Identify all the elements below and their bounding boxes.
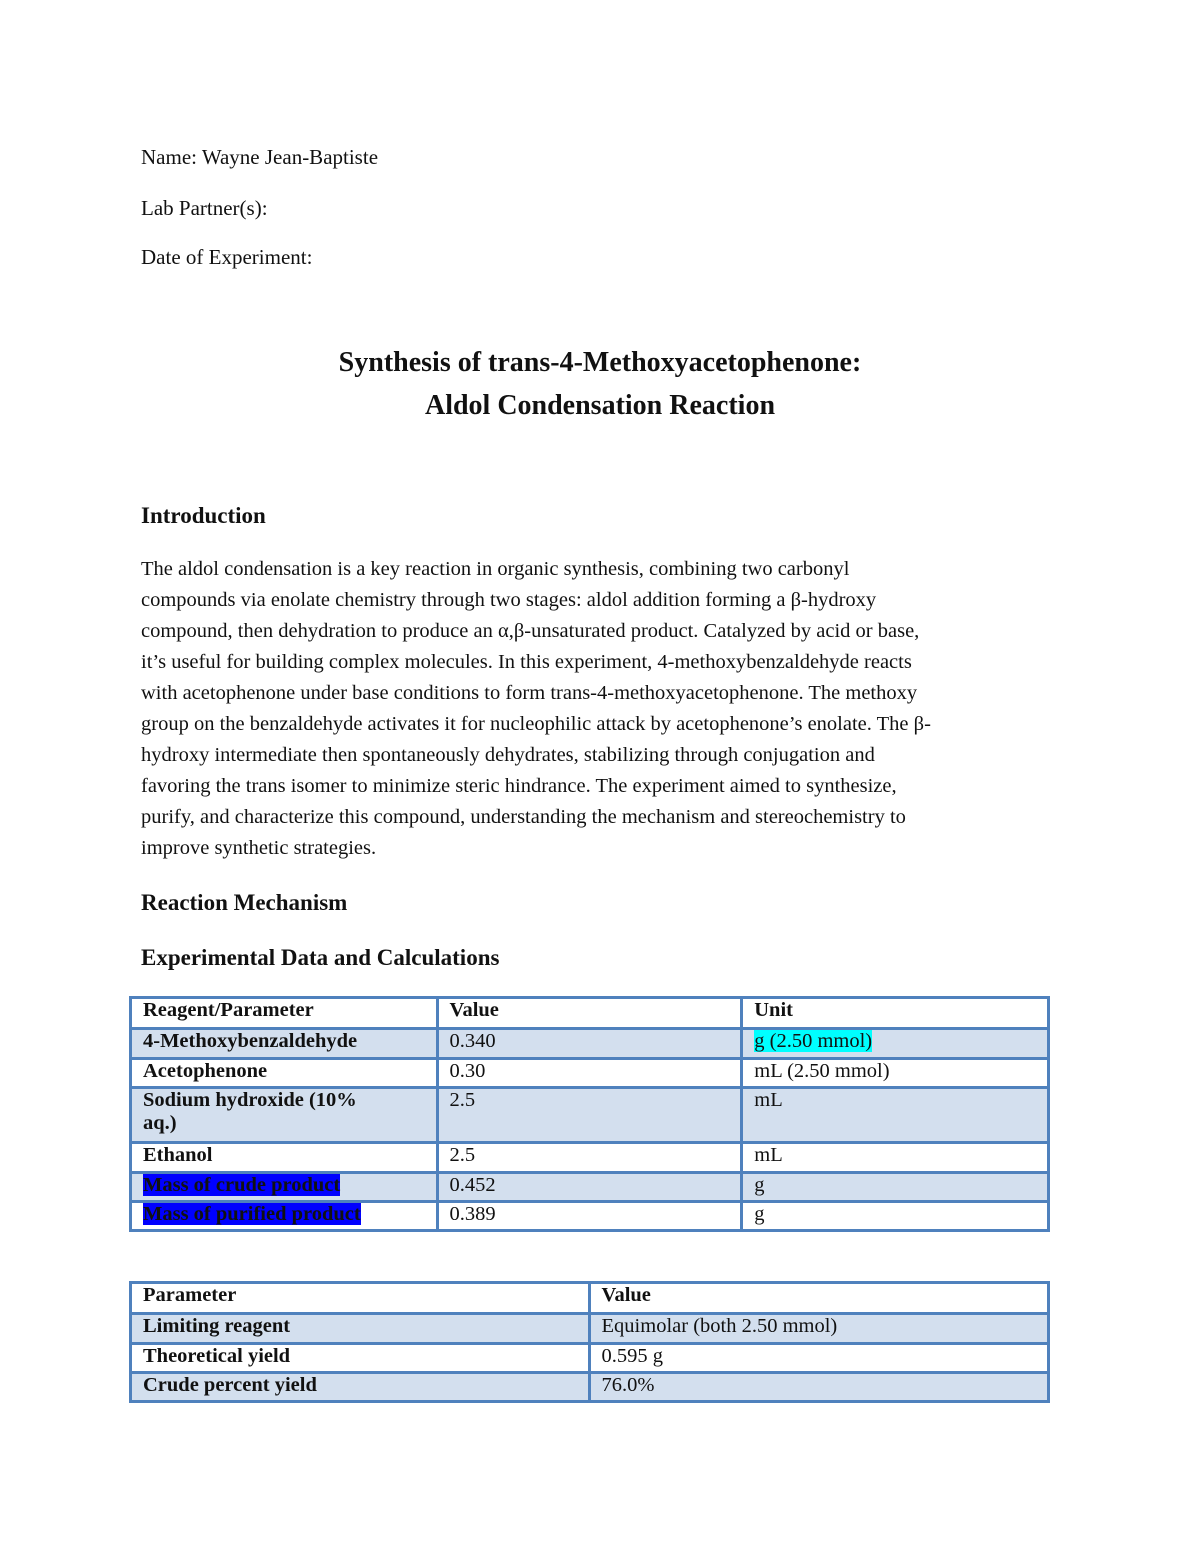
row-value: 0.389 [437, 1202, 742, 1231]
row-label [131, 1173, 438, 1202]
table-row [131, 1314, 1049, 1344]
row-unit: g [742, 1202, 1049, 1231]
row-unit: mL [742, 1143, 1049, 1173]
row-unit: g [742, 1173, 1049, 1202]
column-header: Unit [742, 998, 1049, 1029]
column-header: Value [589, 1283, 1048, 1314]
table-row [131, 1143, 1049, 1173]
highlighted-label: Mass of crude product [143, 1174, 341, 1196]
intro-line: it’s useful for building complex molecules. In this experiment, 4-methoxybenzaldehyde reacts [141, 651, 912, 673]
row-label: Crude percent yield [131, 1373, 590, 1402]
column-header: Value [437, 998, 742, 1029]
student-name: Name: Wayne Jean-Baptiste [141, 145, 379, 169]
intro-line: with acetophenone under base conditions to form trans-4-methoxyacetophenone. The methoxy [141, 682, 918, 704]
introduction-paragraph [141, 554, 1061, 864]
row-label [131, 1202, 438, 1231]
experimental-data-heading: Experimental Data and Calculations [141, 945, 500, 970]
yield-table [129, 1281, 1050, 1403]
highlighted-unit: g (2.50 mmol) [754, 1030, 873, 1052]
row-value: 0.452 [437, 1173, 742, 1202]
row-unit: mL (2.50 mmol) [742, 1059, 1049, 1088]
row-label: 4-Methoxybenzaldehyde [131, 1029, 438, 1059]
table-row [131, 1202, 1049, 1231]
row-unit [742, 1029, 1049, 1059]
highlighted-label: Mass of purified product [143, 1203, 361, 1225]
date-of-experiment: Date of Experiment: [141, 245, 313, 269]
table-row [131, 1088, 1049, 1143]
intro-line: The aldol condensation is a key reaction in organic synthesis, combining two carbonyl [141, 558, 850, 580]
column-header: Parameter [131, 1283, 590, 1314]
row-value: Equimolar (both 2.50 mmol) [589, 1314, 1048, 1344]
row-value: 0.30 [437, 1059, 742, 1088]
intro-line: compound, then dehydration to produce an α,β-unsaturated product. Catalyzed by acid or base, [141, 620, 920, 642]
row-label: Ethanol [131, 1143, 438, 1173]
intro-line: hydroxy intermediate then spontaneously dehydrates, stabilizing through conjugation and [141, 744, 875, 766]
column-header: Reagent/Parameter [131, 998, 438, 1029]
lab-partners: Lab Partner(s): [141, 196, 268, 220]
row-label-line: Sodium hydroxide (10% [143, 1089, 357, 1111]
reaction-mechanism-heading: Reaction Mechanism [141, 890, 348, 915]
intro-line: purify, and characterize this compound, understanding the mechanism and stereochemistry to [141, 806, 906, 828]
table-row [131, 1029, 1049, 1059]
reagent-table [129, 996, 1050, 1232]
row-value: 0.595 g [589, 1344, 1048, 1373]
table-row [131, 1059, 1049, 1088]
intro-line: favoring the trans isomer to minimize steric hindrance. The experiment aimed to synthesize, [141, 775, 897, 797]
table-header-row [131, 998, 1049, 1029]
table-row [131, 1373, 1049, 1402]
intro-line: compounds via enolate chemistry through two stages: aldol addition forming a β-hydroxy [141, 589, 877, 611]
row-label: Limiting reagent [131, 1314, 590, 1344]
introduction-heading: Introduction [141, 503, 266, 528]
document-title-line-2: Aldol Condensation Reaction [424, 390, 776, 421]
row-label [131, 1088, 438, 1143]
row-label: Acetophenone [131, 1059, 438, 1088]
table-row [131, 1344, 1049, 1373]
intro-line: improve synthetic strategies. [141, 837, 377, 859]
table-row [131, 1173, 1049, 1202]
row-label-line: aq.) [143, 1112, 177, 1134]
row-value: 0.340 [437, 1029, 742, 1059]
table-header-row [131, 1283, 1049, 1314]
row-unit: mL [742, 1088, 1049, 1143]
row-value: 76.0% [589, 1373, 1048, 1402]
row-label: Theoretical yield [131, 1344, 590, 1373]
row-value: 2.5 [437, 1088, 742, 1143]
intro-line: group on the benzaldehyde activates it for nucleophilic attack by acetophenone’s enolate. The β- [141, 713, 931, 735]
row-value: 2.5 [437, 1143, 742, 1173]
document-title-line-1: Synthesis of trans-4-Methoxyacetophenone: [338, 347, 862, 378]
